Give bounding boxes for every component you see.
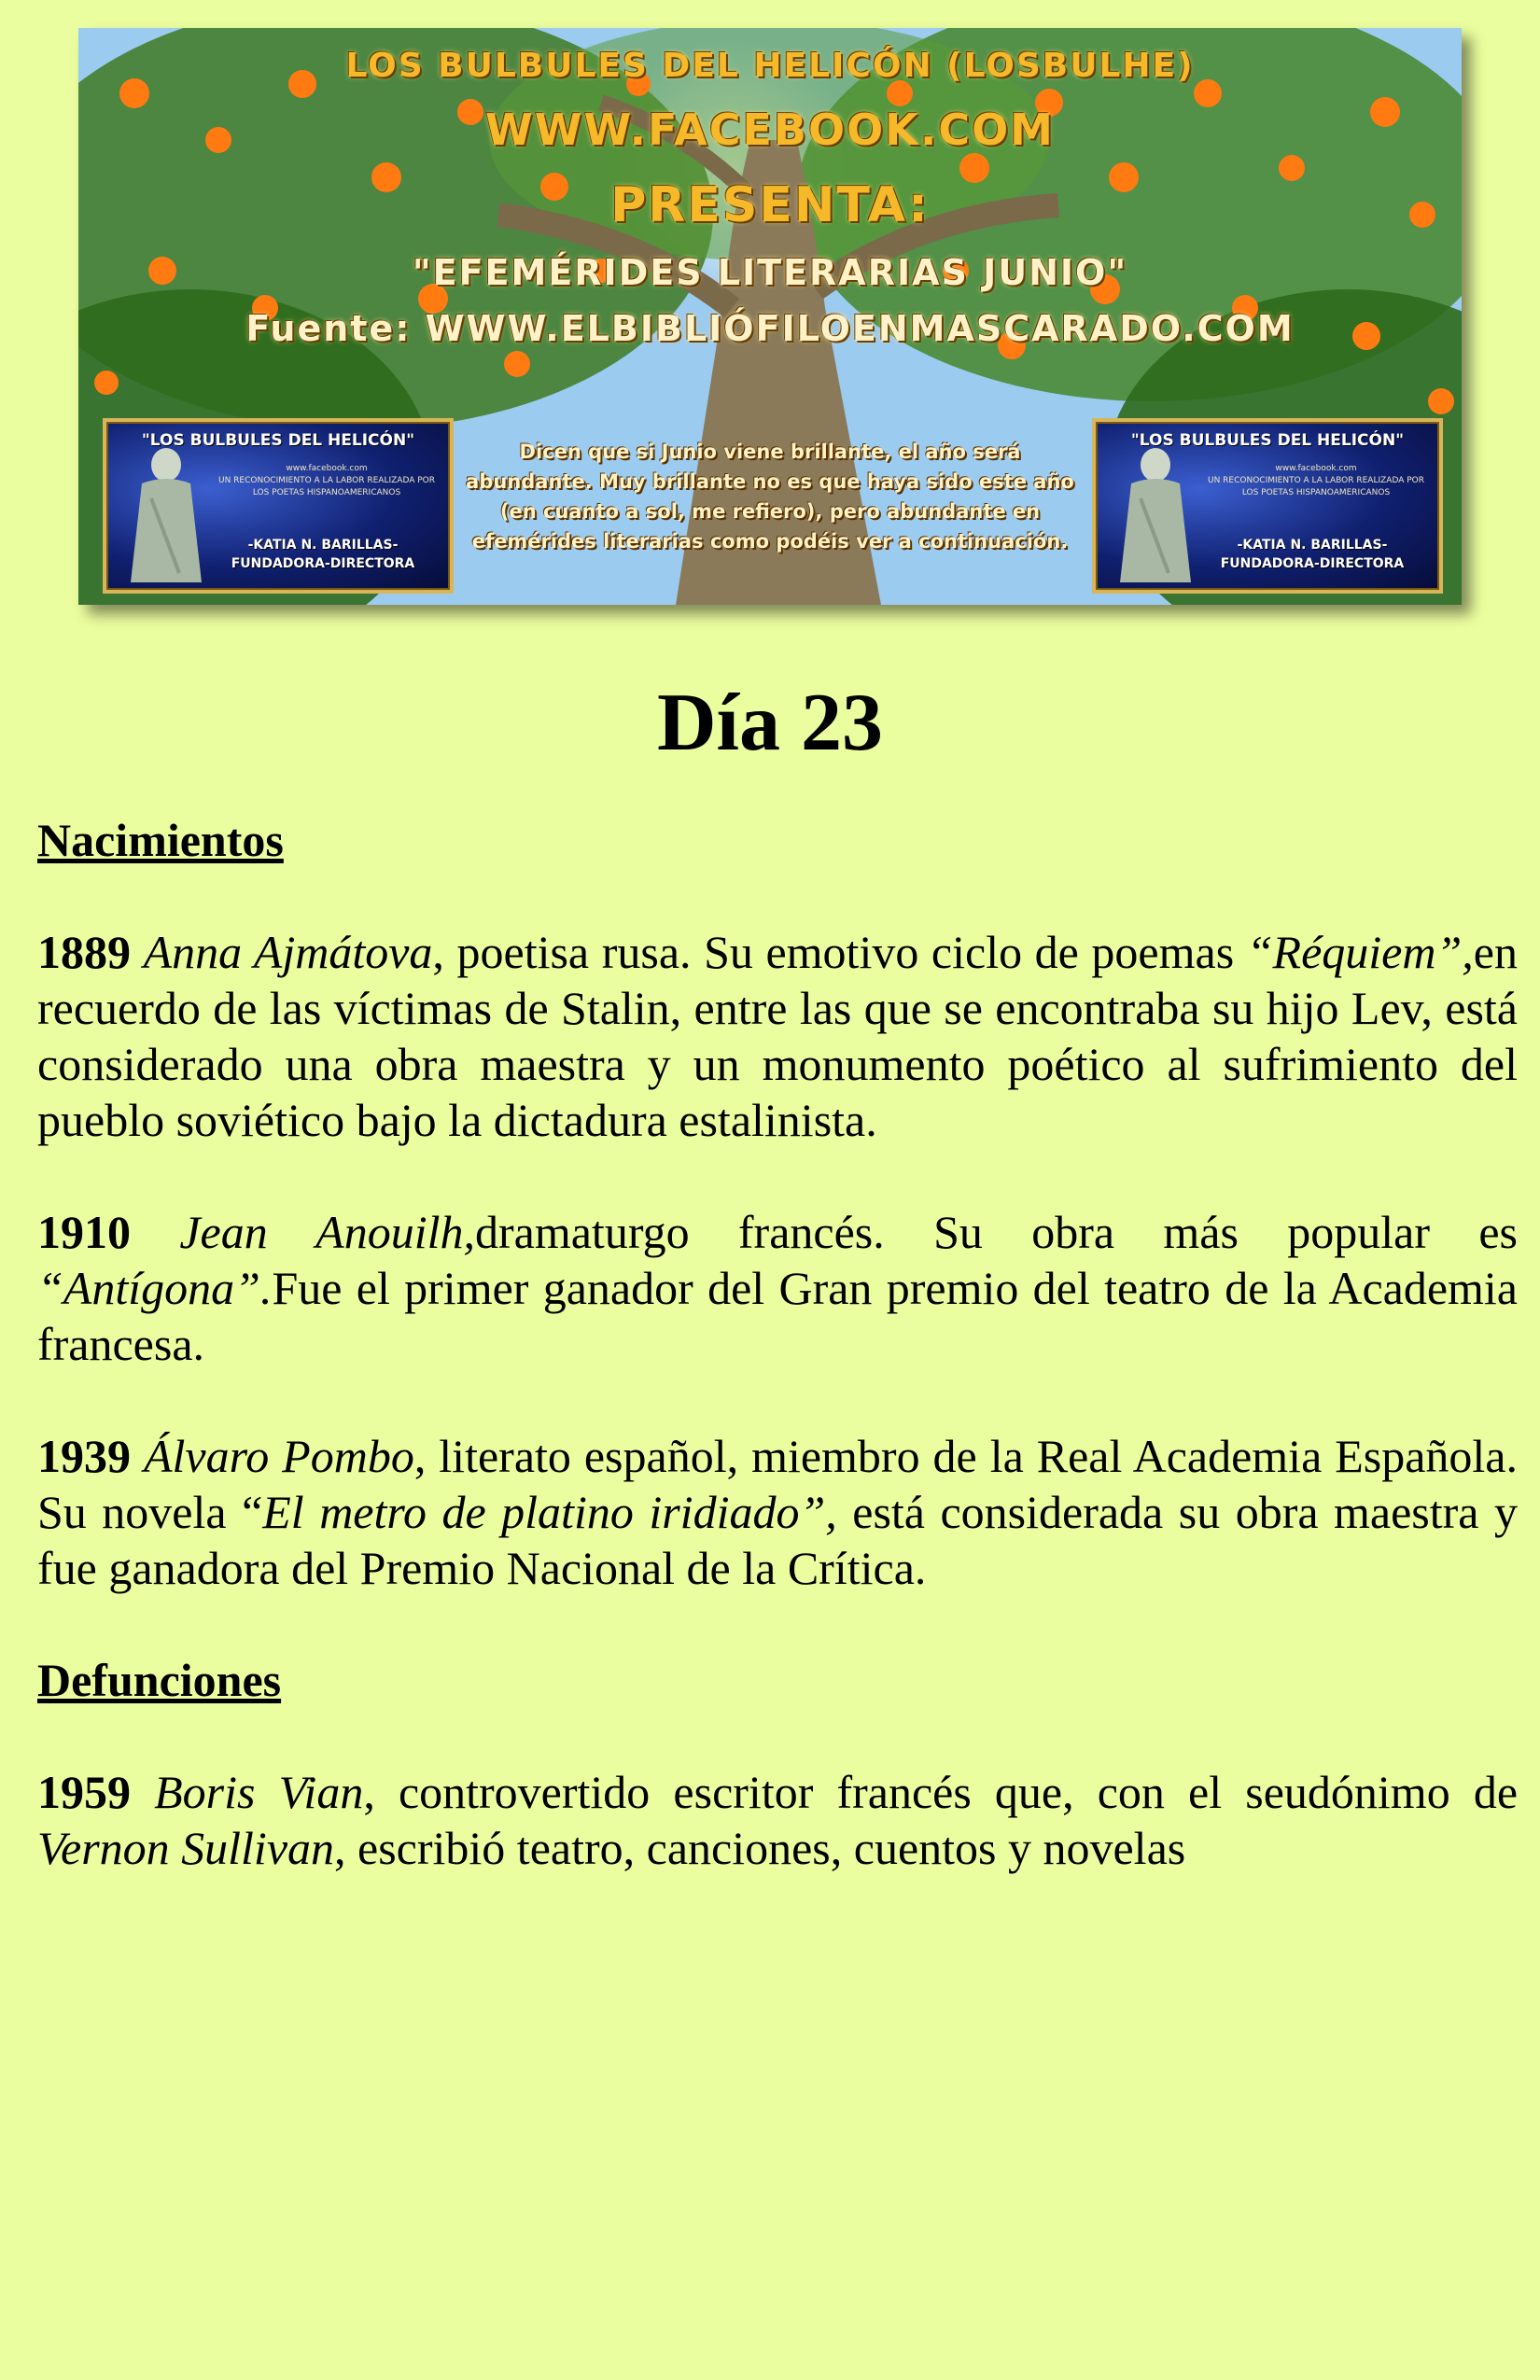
entry-1889 xyxy=(37,924,1518,1148)
badge-subtitle-text: UN RECONOCIMIENTO A LA LABOR REALIZADA POR LOS POETAS HISPANOAMERICANOS xyxy=(1207,476,1424,497)
badge-url: www.facebook.com xyxy=(1275,464,1357,473)
badge-author xyxy=(200,536,446,573)
entry-text: en recuerdo de las víctimas de Stalin, entre las que se encontraba su hijo Lev, está considerado una obra maestra y un monumento poético al sufrimiento del pueblo soviético bajo la dictadura estalinista. xyxy=(37,926,1518,1146)
badge-author-role: FUNDADORA-DIRECTORA xyxy=(1220,556,1405,571)
statue-icon xyxy=(1113,442,1198,582)
badge-subtitle-text: UN RECONOCIMIENTO A LA LABOR REALIZADA POR LOS POETAS HISPANOAMERICANOS xyxy=(217,476,435,497)
badge-author-role: FUNDADORA-DIRECTORA xyxy=(231,556,415,571)
banner-line-source: Fuente: WWW.ELBIBLIÓFILOENMASCARADO.COM xyxy=(245,308,1295,349)
badge-subtitle xyxy=(209,463,444,499)
logo-badge-left xyxy=(103,418,454,594)
entry-person: Álvaro Pombo xyxy=(143,1430,414,1482)
entry-year: 1889 xyxy=(37,926,131,978)
entry-1959 xyxy=(37,1764,1518,1876)
page-title: Día 23 xyxy=(657,678,883,768)
badge-title: "LOS BULBULES DEL HELICÓN" xyxy=(141,431,415,450)
banner-line-efemerides: "EFEMÉRIDES LITERARIAS JUNIO" xyxy=(412,252,1128,293)
badge-title: "LOS BULBULES DEL HELICÓN" xyxy=(1130,431,1405,450)
entry-1939 xyxy=(37,1428,1518,1596)
entry-text: , escribió teatro, canciones, cuentos y novelas xyxy=(334,1822,1186,1874)
banner-line-facebook: WWW.FACEBOOK.COM xyxy=(485,105,1055,155)
entry-work: “Antígona”. xyxy=(37,1262,273,1314)
badge-subtitle xyxy=(1198,463,1434,499)
entry-text: dramaturgo francés. Su obra más popular es xyxy=(475,1206,1519,1258)
header-banner xyxy=(78,28,1462,605)
entry-text: , controvertido escritor francés que, con el seudónimo de xyxy=(363,1766,1519,1818)
section-title-births: Nacimientos xyxy=(37,814,284,866)
banner-line-group-name: LOS BULBULES DEL HELICÓN (LOSBULHE) xyxy=(345,47,1195,85)
entry-person: Jean Anouilh, xyxy=(179,1206,475,1258)
banner-quote: Dicen que si Junio viene brillante, el año será abundante. Muy brillante no es que haya sido este año (en cuanto a sol, me refiero), pero abundante en efemérides literarias como podéis ver a continuación. xyxy=(466,441,1074,553)
entry-alias: Vernon Sullivan xyxy=(37,1822,335,1874)
section-title-deaths: Defunciones xyxy=(37,1654,282,1706)
entry-text: está considerada su obra maestra y fue ganadora del Premio Nacional de la Crítica. xyxy=(37,1486,1518,1594)
entry-year: 1910 xyxy=(37,1206,131,1258)
banner-line-presenta: PRESENTA: xyxy=(610,177,930,233)
entry-person: Anna Ajmátova xyxy=(143,926,433,978)
entry-text: Fue el primer ganador del Gran premio del teatro de la Academia francesa. xyxy=(37,1262,1518,1370)
statue-icon xyxy=(123,442,209,582)
badge-url: www.facebook.com xyxy=(286,464,368,473)
badge-author xyxy=(1189,536,1435,573)
entry-work: El metro de platino iridiado”, xyxy=(262,1486,837,1538)
badge-author-name: -KATIA N. BARILLAS- xyxy=(247,538,399,553)
entry-work: “Réquiem”, xyxy=(1246,926,1474,978)
entry-year: 1939 xyxy=(37,1430,131,1482)
entry-year: 1959 xyxy=(37,1766,131,1818)
document-body xyxy=(37,812,1518,1876)
entry-1910 xyxy=(37,1204,1518,1372)
entry-text: , poetisa rusa. Su emotivo ciclo de poemas xyxy=(432,926,1247,978)
logo-badge-right xyxy=(1092,418,1443,594)
badge-author-name: -KATIA N. BARILLAS- xyxy=(1237,538,1388,553)
entry-person: Boris Vian xyxy=(154,1766,364,1818)
entry-text: , literato español, miembro de la Real Academia Española. Su novela “ xyxy=(37,1430,1519,1538)
